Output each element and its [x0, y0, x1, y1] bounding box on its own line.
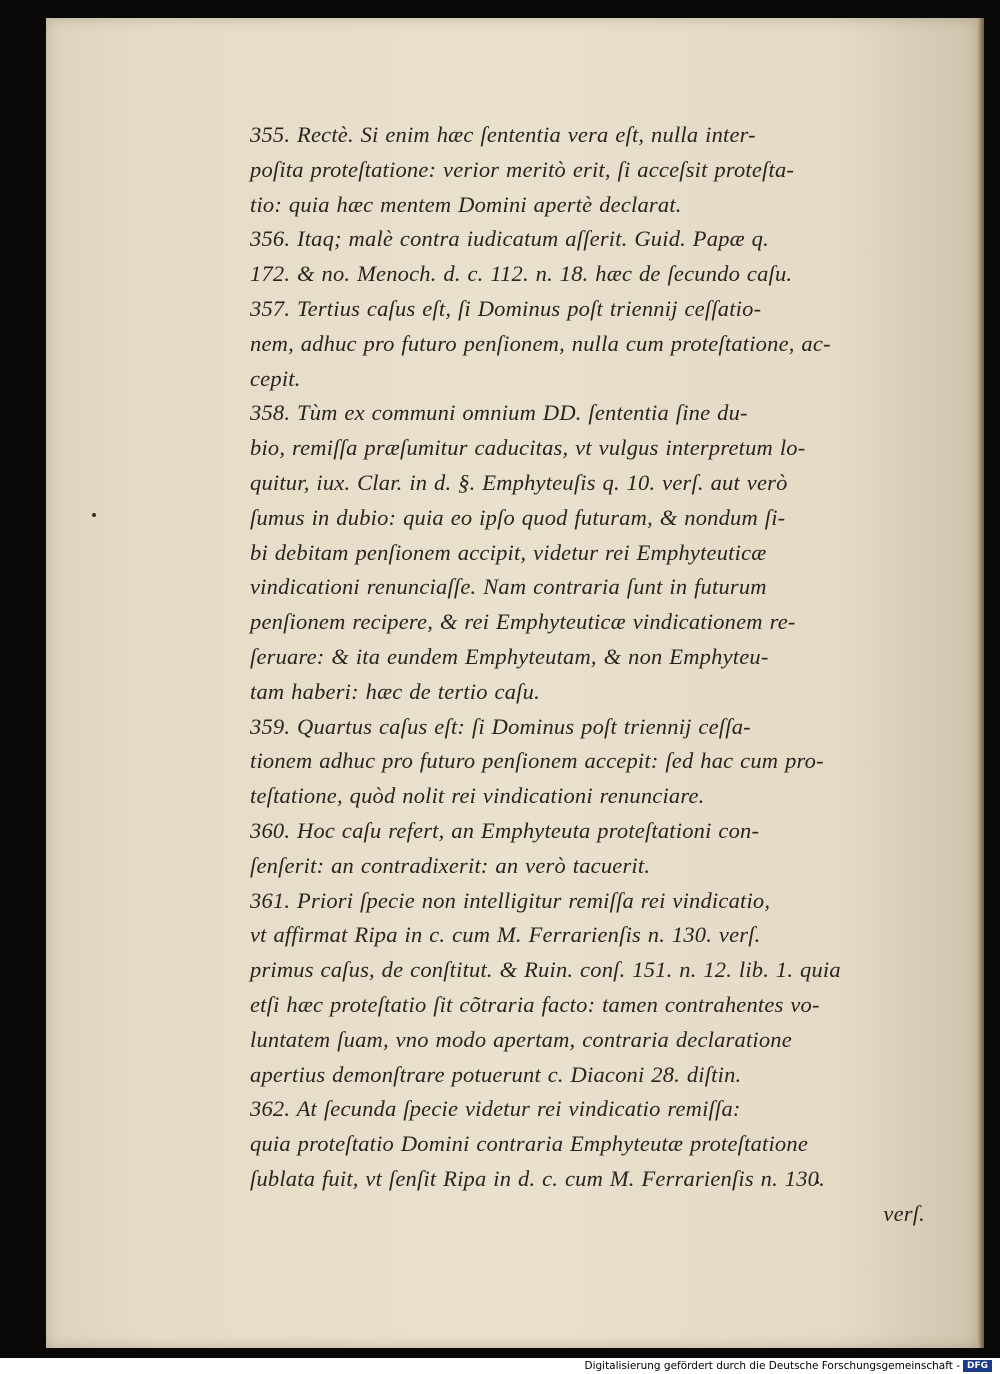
- text-line: 357. Tertius caſus eſt, ſi Dominus poſt triennij ceſſatio-: [250, 295, 762, 321]
- text-line: 356. Itaq; malè contra iudicatum aſſerit. Guid. Papæ q.: [250, 226, 769, 252]
- page-text-block: [250, 118, 925, 1232]
- text-line: bi debitam penſionem accipit, videtur rei Emphyteuticæ: [250, 539, 767, 565]
- text-line: vindicationi renunciaſſe. Nam contraria ſunt in futurum: [250, 574, 767, 600]
- text-line: luntatem ſuam, vno modo apertam, contraria declaratione: [250, 1026, 792, 1052]
- text-line: vt affirmat Ripa in c. cum M. Ferrarienſis n. 130. verſ.: [250, 922, 761, 948]
- text-line: 172. & no. Menoch. d. c. 112. n. 18. hæc de ſecundo caſu.: [250, 261, 793, 287]
- footer-text: Digitalisierung gefördert durch die Deutsche Forschungsgemeinschaft -: [584, 1360, 960, 1372]
- ink-speck: [92, 513, 96, 517]
- page-edge: [978, 18, 984, 1348]
- text-line: ſeruare: & ita eundem Emphyteutam, & non Emphyteu-: [250, 643, 769, 669]
- text-line: tam haberi: hæc de tertio caſu.: [250, 678, 540, 704]
- text-line: 355. Rectè. Si enim hæc ſententia vera eſt, nulla inter-: [250, 122, 756, 147]
- text-line: 358. Tùm ex communi omnium DD. ſententia ſine du-: [250, 400, 748, 426]
- catchword: verſ.: [883, 1200, 925, 1226]
- text-line: bio, remiſſa præſumitur caducitas, vt vulgus interpretum lo-: [250, 435, 806, 461]
- text-line: ſumus in dubio: quia eo ipſo quod futuram, & nondum ſi-: [250, 504, 786, 530]
- text-line: primus caſus, de conſtitut. & Ruin. conſ. 151. n. 12. lib. 1. quia: [250, 957, 841, 983]
- digitization-footer: [0, 1358, 1000, 1374]
- text-line: cepit.: [250, 365, 301, 391]
- text-line: nem, adhuc pro futuro penſionem, nulla cum proteſtatione, ac-: [250, 330, 831, 356]
- dfg-logo: DFG: [963, 1360, 992, 1372]
- text-line: 361. Priori ſpecie non intelligitur remiſſa rei vindicatio,: [250, 887, 771, 913]
- text-line: 362. At ſecunda ſpecie videtur rei vindicatio remiſſa:: [250, 1096, 741, 1122]
- text-line: 359. Quartus caſus eſt: ſi Dominus poſt triennij ceſſa-: [250, 713, 751, 739]
- text-line: quitur, iux. Clar. in d. §. Emphyteuſis q. 10. verſ. aut verò: [250, 469, 788, 495]
- text-line: ſublata fuit, vt ſenſit Ripa in d. c. cum M. Ferrarienſis n. 130.: [250, 1165, 825, 1191]
- text-line: ſenſerit: an contradixerit: an verò tacuerit.: [250, 852, 651, 878]
- text-line: 360. Hoc caſu refert, an Emphyteuta proteſtationi con-: [250, 817, 760, 843]
- text-line: quia proteſtatio Domini contraria Emphyteutæ proteſtatione: [250, 1131, 809, 1157]
- text-line: tio: quia hæc mentem Domini apertè declarat.: [250, 191, 682, 217]
- text-line: penſionem recipere, & rei Emphyteuticæ vindicationem re-: [250, 609, 796, 635]
- text-line: apertius demonſtrare potuerunt c. Diaconi 28. diſtin.: [250, 1061, 742, 1087]
- text-line: poſita proteſtatione: verior meritò erit, ſi acceſsit proteſta-: [250, 156, 795, 182]
- text-line: teſtatione, quòd nolit rei vindicationi renunciare.: [250, 783, 705, 809]
- text-line: etſi hæc proteſtatio ſit cõtraria facto: tamen contrahentes vo-: [250, 991, 820, 1017]
- text-line: tionem adhuc pro futuro penſionem accepit: ſed hac cum pro-: [250, 748, 824, 774]
